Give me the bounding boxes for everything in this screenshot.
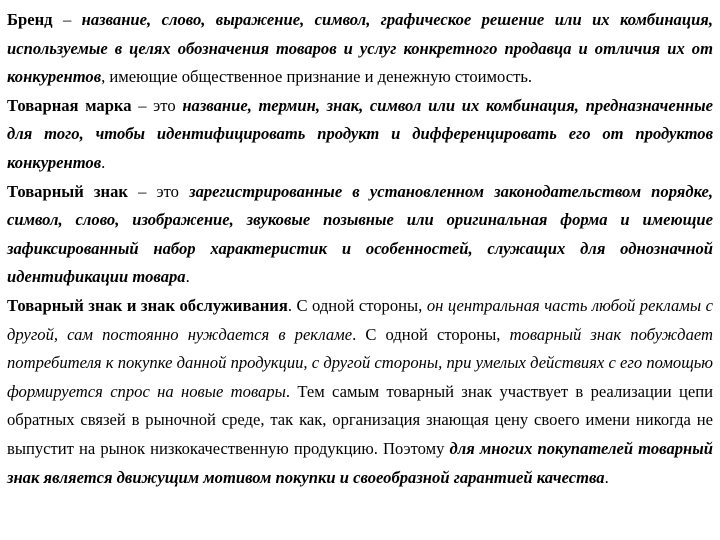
text-segment: – это	[127, 181, 190, 201]
definition-trade-mark: название, термин, знак, символ или их комбинация, предназначенные для того, чтобы идентифицировать продукт и дифференцировать его от продуктов конкурентов	[7, 95, 713, 172]
text-segment: .	[185, 267, 190, 287]
term-brand: Бренд	[7, 10, 53, 29]
paragraph-trademark	[7, 178, 713, 292]
definition-trademark: зарегистрированные в установленном законодательством порядке, символ, слово, изображение, звуковые позывные или оригинальная форма и имеющие зафиксированный набор характеристик и особенностей, служащих для однозначной идентификации товара	[7, 181, 713, 287]
text-segment: . С одной стороны,	[352, 324, 510, 344]
term-trademark: Товарный знак	[7, 181, 128, 201]
paragraph-service-mark	[7, 292, 713, 492]
text-segment: .	[604, 467, 609, 487]
term-service-mark: Товарный знак и знак обслуживания	[7, 295, 288, 315]
text-segment: , имеющие общественное признание и денежную стоимость.	[101, 67, 533, 87]
italic-phrase: он центральная часть любой рекламы с другой, сам постоянно нуждается в рекламе	[7, 295, 713, 344]
text-body	[7, 6, 713, 492]
emphasis-phrase: для многих покупателей товарный знак является движущим мотивом покупки и своеобразной гарантией качества	[7, 438, 714, 487]
definition-brand: название, слово, выражение, символ, графическое решение или их комбинация, используемые в целях обозначения товаров и услуг конкретного продавца и отличия их от конкурентов	[7, 10, 713, 87]
text-segment: . Тем самым товарный знак участвует в реализации цепи обратных связей в рыночной среде, так как, организация знающая цену своего имени никогда не выпустит на рынок низкокачественную продукцию. Поэтому	[7, 381, 713, 458]
text-segment: –	[52, 10, 82, 29]
paragraph-brand	[7, 6, 713, 92]
paragraph-trade-mark	[7, 92, 713, 178]
italic-phrase: товарный знак побуждает потребителя к покупке данной продукции, с другой стороны, при умелых действиях с его помощью формируется спрос на новые товары	[7, 324, 713, 401]
text-segment: . С одной стороны,	[287, 295, 427, 315]
text-segment: – это	[131, 95, 183, 115]
text-segment: .	[101, 152, 106, 172]
term-trade-mark: Товарная марка	[7, 95, 132, 115]
